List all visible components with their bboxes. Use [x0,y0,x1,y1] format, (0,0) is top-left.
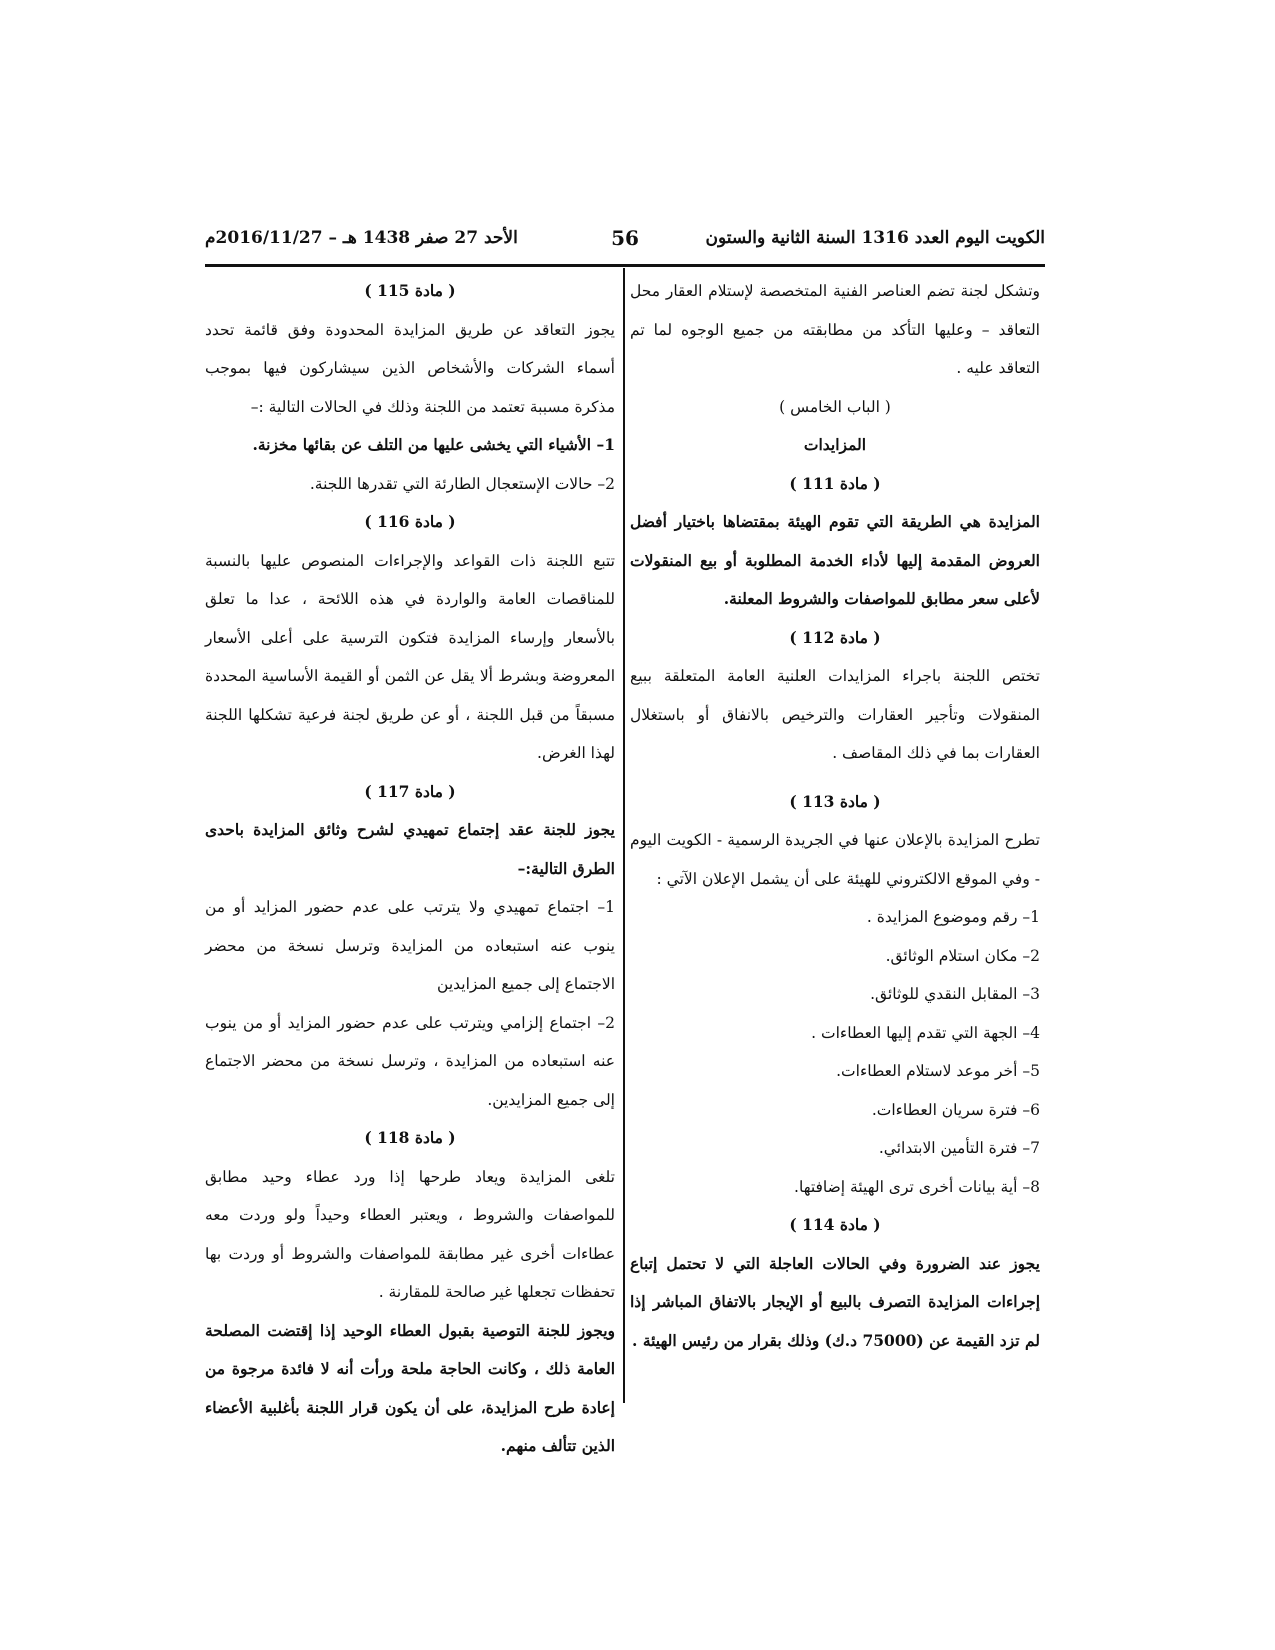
list-item: 2– حالات الإستعجال الطارئة التي تقدرها اللجنة. [309,474,615,493]
publication-title: الكويت اليوم العدد 1316 السنة الثانية والستون [705,228,1045,248]
article-118-text: تلغى المزايدة ويعاد طرحها إذا ورد عطاء وحيد مطابق للمواصفات والشروط ، ويعتبر العطاء وحيداً ولو وردت معه عطاءات أخرى غير مطابقة للمواصفات والشروط أو وردت بها تحفظات تجعلها غير صالحة للمقارنة . [205,1167,615,1301]
article-117-text: يجوز للجنة عقد إجتماع تمهيدي لشرح وثائق المزايدة باحدى الطرق التالية:– [205,820,615,878]
list-item: 7– فترة التأمين الابتدائي. [878,1139,1040,1157]
list-item: 6– فترة سريان العطاءات. [871,1100,1040,1119]
section-title: المزايدات [803,435,867,454]
article-115-text: يجوز التعاقد عن طريق المزايدة المحدودة وفق قائمة تحدد أسماء الشركات والأشخاص الذين سيشاركون فيها بموجب مذكرة مسببة تعتمد من اللجنة وذلك في الحالات التالية :– [205,320,615,416]
list-item: 4– الجهة التي تقدم إليها العطاءات . [811,1023,1040,1042]
article-114-text: يجوز عند الضرورة وفي الحالات العاجلة التي لا تحتمل إتباع إجراءات المزايدة التصرف بالبيع أو الإيجار بالاتفاق المباشر إذا لم تزد القيمة عن (75000 د.ك) وذلك بقرار من رئيس الهيئة . [630,1253,1040,1350]
header-rule [205,264,1045,267]
article-111-text: المزايدة هي الطريقة التي تقوم الهيئة بمقتضاها باختيار أفضل العروض المقدمة إليها لأداء الخدمة المطلوبة أو بيع المنقولات لأعلى سعر مطابق للمواصفات والشروط المعلنة. [630,512,1040,608]
article-116-heading: ( مادة 116 ) [364,512,456,531]
article-117-heading: ( مادة 117 ) [364,781,456,801]
column-divider [623,268,625,1403]
article-111-heading: ( مادة 111 ) [789,473,881,493]
intro-paragraph: وتشكل لجنة تضم العناصر الفنية المتخصصة لإستلام العقار محل التعاقد – وعليها التأكد من مطابقته من جميع الوجوه لما تم التعاقد عليه . [630,282,1040,377]
article-113-heading: ( مادة 113 ) [789,791,881,811]
article-112-heading: ( مادة 112 ) [789,627,881,647]
list-item: 1– رقم وموضوع المزايدة . [866,908,1040,926]
list-item: 1– اجتماع تمهيدي ولا يترتب على عدم حضور المزايد أو من ينوب عنه استبعاده من المزايدة وترسل نسخة من محضر الاجتماع إلى جميع المزايدين [205,898,615,993]
issue-date: الأحد 27 صفر 1438 هـ – 2016/11/27م [205,228,518,248]
list-item: 5– أخر موعد لاستلام العطاءات. [836,1062,1040,1080]
page-header [205,228,1045,258]
list-item: 2– مكان استلام الوثائق. [885,946,1040,965]
left-column [205,272,615,1466]
article-112-text: تختص اللجنة باجراء المزايدات العلنية العامة المتعلقة ببيع المنقولات وتأجير العقارات والترخيص بالانفاق أو باستغلال العقارات بما في ذلك المقاصف . [630,667,1040,762]
article-118-heading: ( مادة 118 ) [364,1128,456,1147]
article-113-text: تطرح المزايدة بالإعلان عنها في الجريدة الرسمية - الكويت اليوم - وفي الموقع الالكتروني للهيئة على أن يشمل الإعلان الآتي : [630,831,1040,888]
right-column [630,272,1040,1360]
section-label: ( الباب الخامس ) [779,397,891,416]
list-item: 3– المقابل النقدي للوثائق. [870,985,1040,1003]
article-114-heading: ( مادة 114 ) [789,1215,881,1234]
page-number: 56 [611,226,639,250]
article-118-text-2: ويجوز للجنة التوصية بقبول العطاء الوحيد إذا إقتضت المصلحة العامة ذلك ، وكانت الحاجة ملحة ورأت أنه لا فائدة مرجوة من إعادة طرح المزايدة، على أن يكون قرار اللجنة بأغلبية الأعضاء الذين تتألف منهم. [205,1320,615,1455]
article-116-text: تتبع اللجنة ذات القواعد والإجراءات المنصوص عليها بالنسبة للمناقصات العامة والواردة في هذه اللائحة ، عدا ما تعلق بالأسعار وإرساء المزايدة فتكون الترسية على أعلى الأسعار المعروضة وبشرط ألا يقل عن الثمن أو القيمة الأساسية المحددة مسبقاً من قبل اللجنة ، أو عن طريق لجنة فرعية تشكلها اللجنة لهذا الغرض. [205,551,615,762]
article-115-heading: ( مادة 115 ) [364,281,456,300]
list-item: 1– الأشياء التي يخشى عليها من التلف عن بقائها مخزنة. [252,435,615,454]
list-item: 2– اجتماع إلزامي ويترتب على عدم حضور المزايد أو من ينوب عنه استبعاده من المزايدة ، وترسل نسخة من محضر الاجتماع إلى جميع المزايدين. [205,1013,615,1109]
list-item: 8– أية بيانات أخرى ترى الهيئة إضافتها. [794,1177,1040,1196]
